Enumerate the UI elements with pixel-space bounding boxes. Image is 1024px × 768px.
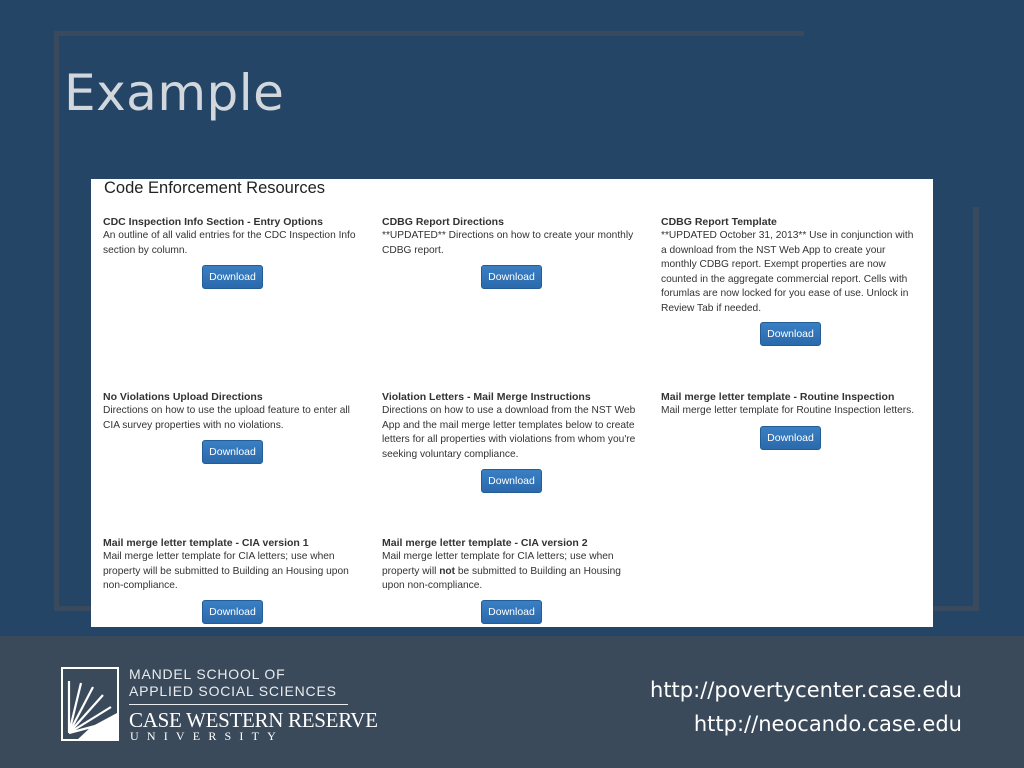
desc-line: Directions on how to use a download from the NST Web — [382, 405, 636, 416]
desc-line: CIA survey properties with no violations. — [103, 419, 284, 431]
desc-line: Mail merge letter template for CIA letters; use when — [103, 551, 335, 562]
desc-text: property will — [382, 565, 440, 577]
download-button-cdbg-directions[interactable]: Download — [481, 265, 542, 289]
download-button-cdc-inspection[interactable]: Download — [202, 265, 263, 289]
desc-line: CDBG report. — [382, 244, 444, 256]
sunburst-logo-icon — [61, 667, 119, 741]
desc-line — [382, 565, 644, 580]
resource-card-cdc-inspection — [103, 215, 365, 295]
desc-line: **UPDATED** Directions on how to create your monthly — [382, 230, 634, 241]
university-name: CASE WESTERN RESERVE — [129, 708, 378, 732]
slide-title: Example — [64, 64, 285, 122]
card-description — [661, 229, 923, 316]
frame-line-top — [54, 31, 804, 36]
card-title: Violation Letters - Mail Merge Instructions — [382, 391, 591, 403]
card-title: CDBG Report Directions — [382, 216, 504, 228]
logo-divider — [129, 704, 348, 705]
desc-line: seeking voluntary compliance. — [382, 448, 519, 460]
poverty-center-link[interactable]: http://povertycenter.case.edu — [650, 678, 962, 702]
desc-line: An outline of all valid entries for the CDC Inspection Info — [103, 230, 356, 241]
resource-card-cia-version-1 — [103, 536, 365, 626]
card-description — [103, 404, 365, 433]
card-title: Mail merge letter template - CIA version 2 — [382, 537, 588, 549]
footer — [0, 636, 1024, 768]
frame-line-left — [54, 31, 59, 611]
download-button-routine-inspection[interactable]: Download — [760, 426, 821, 450]
card-description — [103, 229, 365, 258]
download-button-no-violations[interactable]: Download — [202, 440, 263, 464]
resource-card-cdbg-directions — [382, 215, 644, 295]
card-title: Mail merge letter template - CIA version 1 — [103, 537, 309, 549]
desc-line: **UPDATED October 31, 2013** Use in conjunction with — [661, 230, 914, 241]
card-description — [382, 229, 644, 258]
resource-card-routine-inspection — [661, 390, 923, 470]
download-button-cdbg-template[interactable]: Download — [760, 322, 821, 346]
desc-line: upon non-compliance. — [382, 580, 483, 591]
desc-line: counted in the aggregate commercial report. Cells with — [661, 273, 908, 285]
desc-line: forumlas are now locked for you ease of use. Unlock in — [661, 288, 909, 299]
card-title: Mail merge letter template - Routine Inspection — [661, 391, 895, 403]
resource-card-mail-merge-instructions — [382, 390, 644, 500]
desc-line: letters for all properties with violations from whom you're — [382, 434, 636, 445]
resource-card-cdbg-template — [661, 215, 923, 351]
desc-line: Review Tab if needed. — [661, 302, 762, 314]
desc-line: section by column. — [103, 244, 188, 256]
neocando-link[interactable]: http://neocando.case.edu — [693, 712, 962, 736]
resource-card-cia-version-2 — [382, 536, 644, 626]
card-title: CDC Inspection Info Section - Entry Options — [103, 216, 323, 228]
panel-title: Code Enforcement Resources — [104, 179, 326, 197]
school-name-line-1: MANDEL SCHOOL OF — [129, 666, 286, 682]
resource-card-no-violations — [103, 390, 365, 470]
card-title: CDBG Report Template — [661, 216, 777, 228]
desc-line: Mail merge letter template for Routine Inspection letters. — [661, 405, 915, 416]
download-button-mail-merge-instructions[interactable]: Download — [481, 469, 542, 493]
card-description — [382, 550, 644, 594]
desc-line: Mail merge letter template for CIA letters; use when — [382, 551, 614, 562]
desc-line: monthly CDBG report. Exempt properties are now — [661, 259, 886, 270]
desc-line: App and the mail merge letter templates below to create — [382, 419, 635, 431]
card-description — [661, 404, 923, 419]
school-name-line-2: APPLIED SOCIAL SCIENCES — [129, 683, 337, 699]
desc-text: be submitted to Building an Housing — [455, 565, 621, 577]
university-subtitle: UNIVERSITY — [130, 729, 284, 743]
resources-panel — [91, 179, 933, 627]
download-button-cia-version-2[interactable]: Download — [481, 600, 542, 624]
desc-line: non-compliance. — [103, 580, 178, 591]
desc-line: Directions on how to use the upload feature to enter all — [103, 405, 350, 416]
card-title: No Violations Upload Directions — [103, 391, 263, 403]
desc-emphasis: not — [439, 565, 456, 577]
card-description — [382, 404, 644, 462]
desc-line: property will be submitted to Building an Housing upon — [103, 565, 349, 577]
frame-line-right — [973, 207, 979, 611]
desc-line: a download from the NST Web App to create your — [661, 244, 886, 256]
card-description — [103, 550, 365, 594]
download-button-cia-version-1[interactable]: Download — [202, 600, 263, 624]
